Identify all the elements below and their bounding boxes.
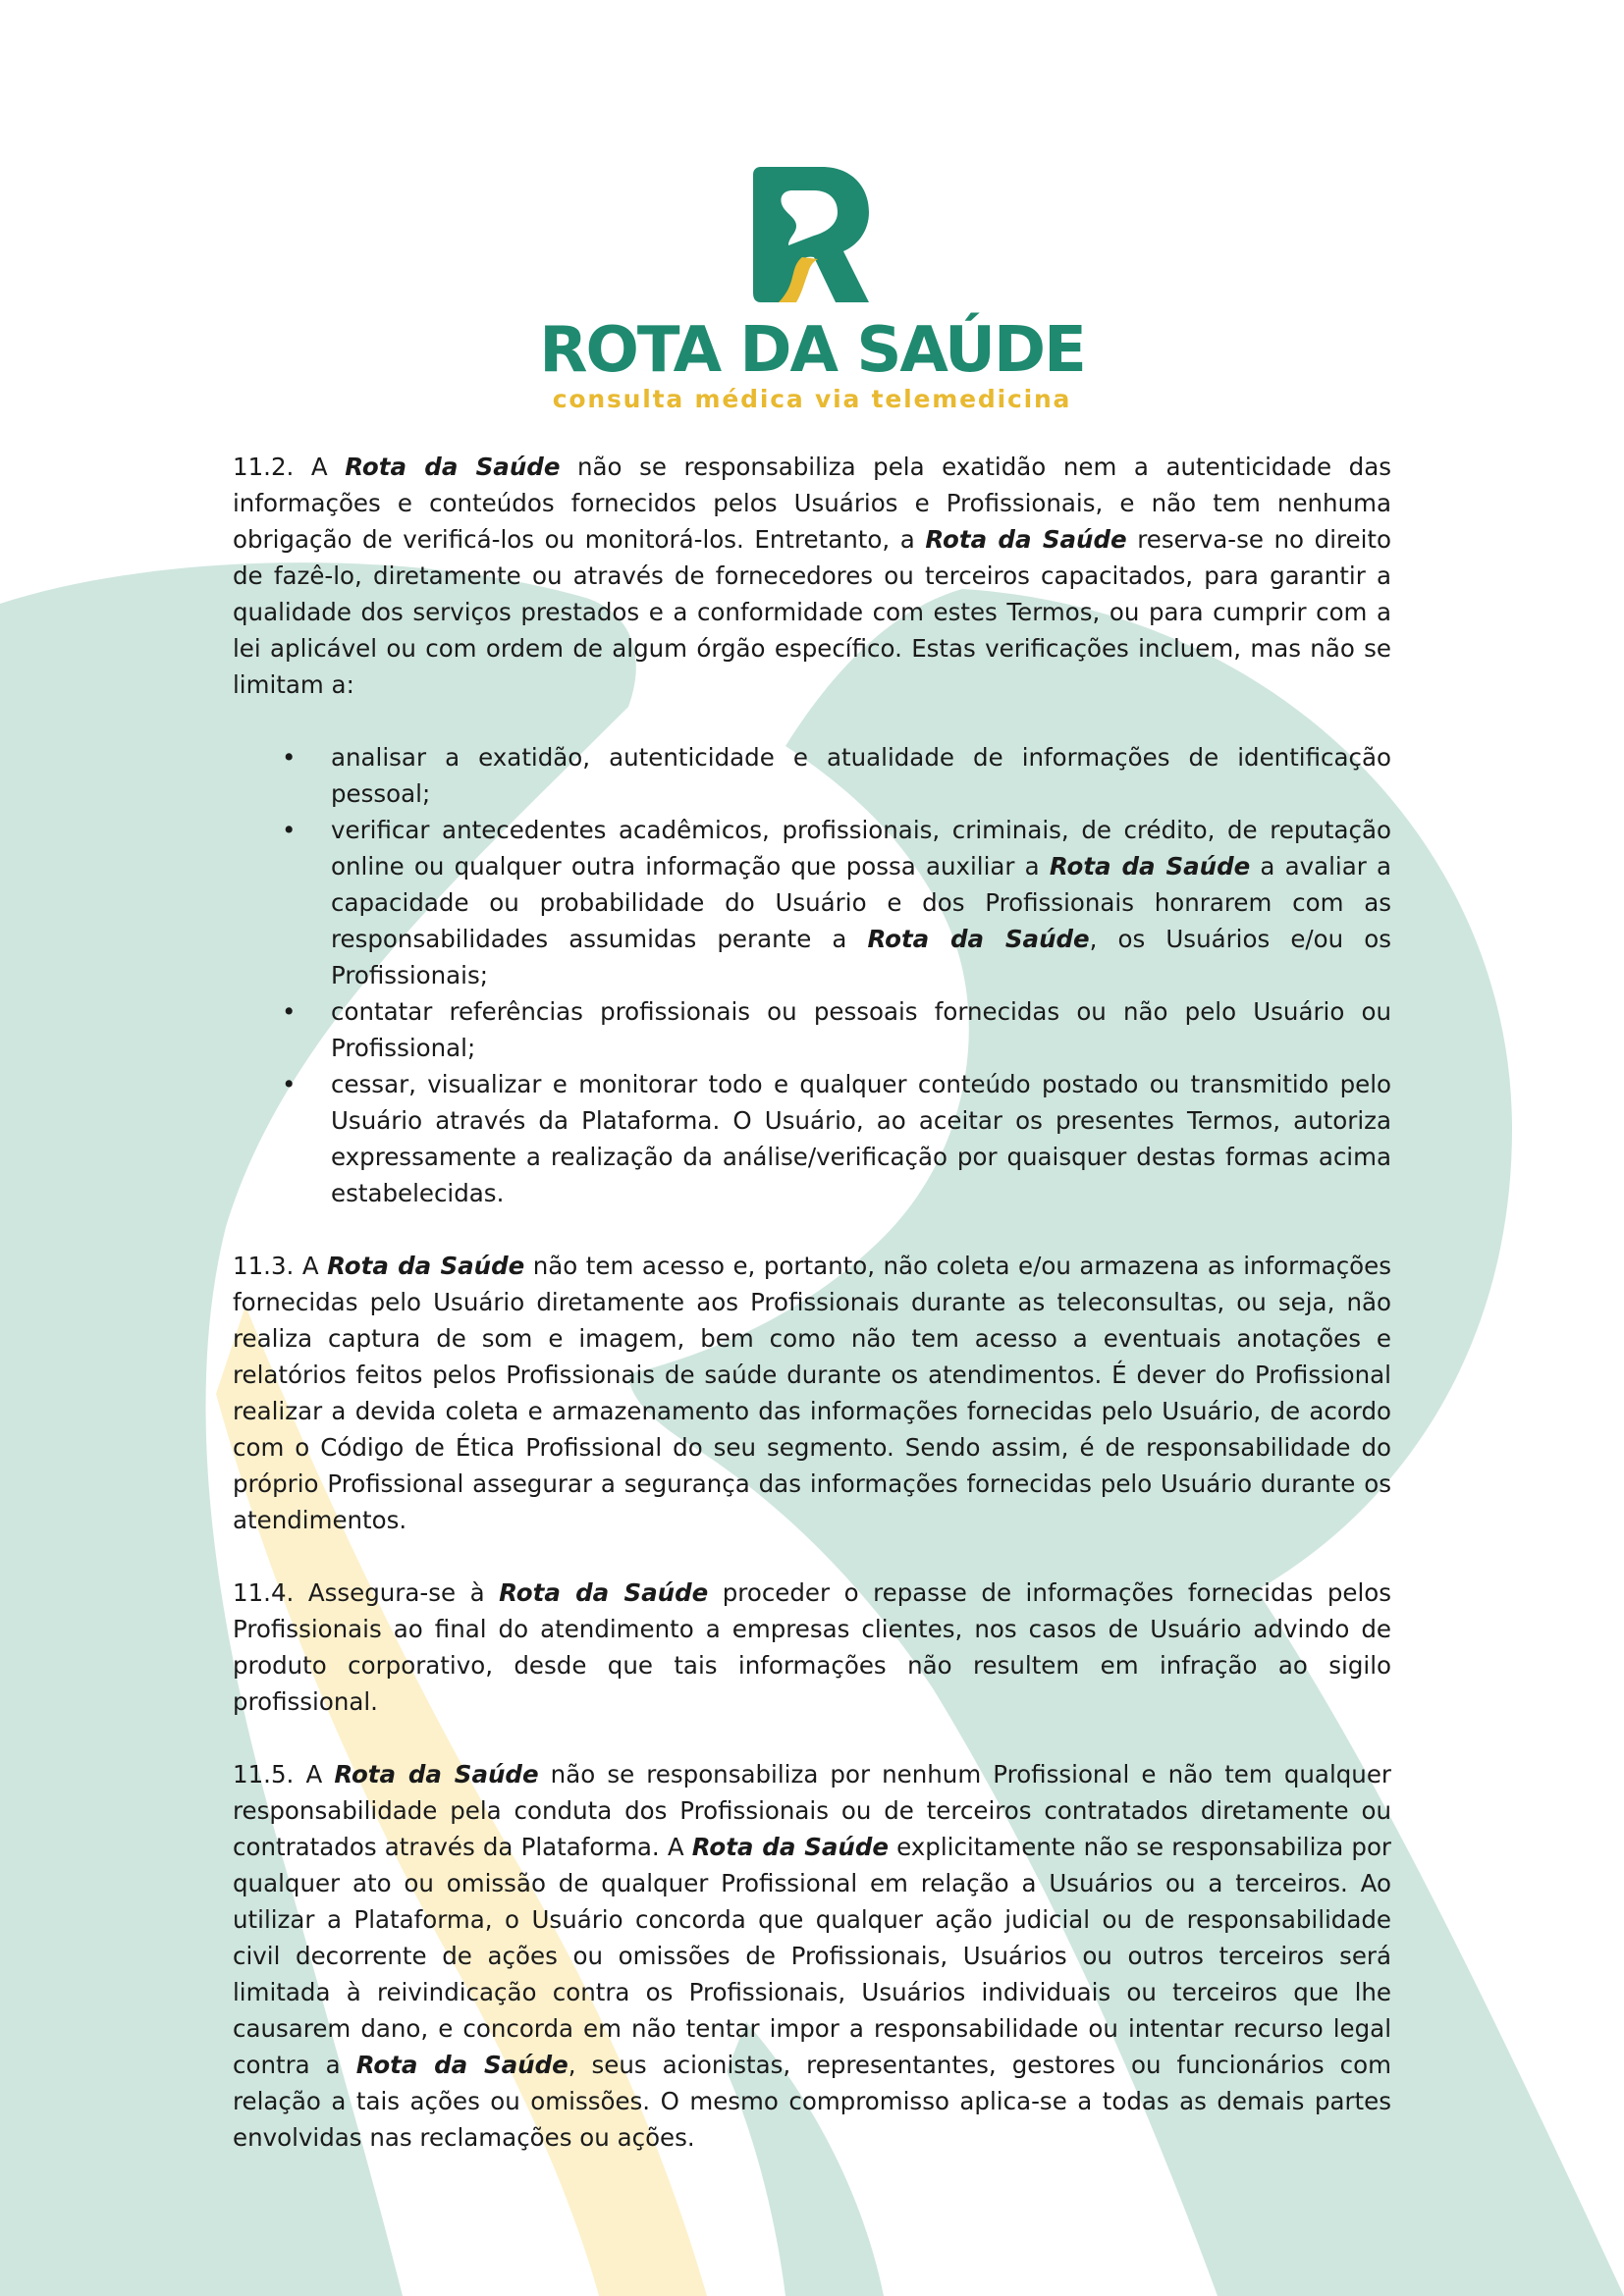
logo-r-road-icon bbox=[753, 167, 871, 302]
text-run: 11.5. A bbox=[233, 1760, 335, 1789]
verification-list bbox=[233, 739, 1391, 1211]
bullet-icon: • bbox=[282, 816, 297, 844]
brand-mention: Rota da Saúde bbox=[1049, 852, 1251, 881]
document-body bbox=[233, 449, 1391, 2192]
list-item bbox=[282, 993, 1391, 1066]
logo-r-shape bbox=[753, 167, 869, 302]
text-run: analisar a exatidão, autenticidade e atualidade de informações de identificação pessoal; bbox=[331, 743, 1391, 808]
bullet-icon: • bbox=[282, 997, 297, 1026]
text-run: reserva-se no direito de fazê-lo, diretamente ou através de fornecedores ou terceiros capacitados, para garantir a qualidade dos serviços prestados e a conformidade com estes Termos, ou para cumprir com a lei aplicável ou com ordem de algum órgão específico. Estas verificações incluem, mas não se limitam a: bbox=[233, 525, 1392, 699]
brand-mention: Rota da Saúde bbox=[345, 453, 561, 481]
list-item bbox=[282, 812, 1391, 993]
brand-name: ROTA DA SAÚDE bbox=[539, 314, 1085, 387]
brand-mention: Rota da Saúde bbox=[355, 2051, 568, 2079]
brand-tagline: consulta médica via telemedicina bbox=[552, 385, 1072, 413]
text-run: , os Usuários e/ou os Profissionais; bbox=[331, 925, 1391, 989]
text-run: 11.4. Assegura-se à bbox=[233, 1578, 500, 1607]
text-run: explicitamente não se responsabiliza por qualquer ato ou omissão de qualquer Profissional em relação a Usuários ou a terceiros. Ao utilizar a Plataforma, o Usuário concorda que qualquer ação judicial ou de responsabilidade civil decorrente de ações ou omissões de Profissionais, Usuários ou outros terceiros será limitada à reivindicação contra os Profissionais, Usuários individuais ou terceiros que lhe causarem dano, e concorda em não tentar impor a responsabilidade ou intentar recurso legal contra a bbox=[233, 1833, 1392, 2079]
text-run: verificar antecedentes acadêmicos, profissionais, criminais, de crédito, de reputação online ou qualquer outra informação que possa auxiliar a bbox=[331, 816, 1391, 881]
brand-mention: Rota da Saúde bbox=[327, 1252, 525, 1280]
paragraph-11-3 bbox=[233, 1248, 1391, 1538]
text-run: 11.2. A bbox=[233, 453, 346, 481]
list-item bbox=[282, 1066, 1391, 1211]
list-item bbox=[282, 739, 1391, 812]
text-run: contatar referências profissionais ou pessoais fornecidas ou não pelo Usuário ou Profissional; bbox=[331, 997, 1391, 1062]
logo-road-dashes bbox=[792, 206, 802, 220]
paragraph-11-4 bbox=[233, 1575, 1391, 1720]
text-run: cessar, visualizar e monitorar todo e qualquer conteúdo postado ou transmitido pelo Usuário através da Plataforma. O Usuário, ao aceitar os presentes Termos, autoriza expressamente a realização da análise/verificação por quaisquer destas formas acima estabelecidas. bbox=[331, 1070, 1391, 1207]
text-run: a avaliar a capacidade ou probabilidade do Usuário e dos Profissionais honrarem com as responsabilidades assumidas perante a bbox=[331, 852, 1391, 953]
text-run: 11.3. A bbox=[233, 1252, 328, 1280]
brand-mention: Rota da Saúde bbox=[499, 1578, 709, 1607]
brand-mention: Rota da Saúde bbox=[334, 1760, 539, 1789]
text-run: não se responsabiliza pela exatidão nem a autenticidade das informações e conteúdos fornecidos pelos Usuários e Profissionais, e não tem nenhuma obrigação de verificá-los ou monitorá-los. Entretanto, a bbox=[233, 453, 1391, 554]
text-run: não se responsabiliza por nenhum Profissional e não tem qualquer responsabilidade pela conduta dos Profissionais ou de terceiros contratados diretamente ou contratados através da Plataforma. A bbox=[233, 1760, 1391, 1861]
text-run: , seus acionistas, representantes, gestores ou funcionários com relação a tais ações ou omissões. O mesmo compromisso aplica-se a todas as demais partes envolvidas nas reclamações ou ações. bbox=[233, 2051, 1391, 2152]
paragraph-11-2 bbox=[233, 449, 1391, 703]
brand-mention: Rota da Saúde bbox=[691, 1833, 890, 1861]
bullet-icon: • bbox=[282, 1070, 297, 1098]
brand-logo bbox=[0, 167, 1624, 414]
brand-mention: Rota da Saúde bbox=[925, 525, 1127, 554]
paragraph-11-5 bbox=[233, 1756, 1391, 2156]
bullet-icon: • bbox=[282, 743, 297, 772]
text-run: não tem acesso e, portanto, não coleta e/ou armazena as informações fornecidas pelo Usuário diretamente aos Profissionais durante as teleconsultas, ou seja, não realiza captura de som e imagem, bem como não tem acesso a eventuais anotações e relatórios feitos pelos Profissionais de saúde durante os atendimentos. É dever do Profissional realizar a devida coleta e armazenamento das informações fornecidas pelo Usuário, de acordo com o Código de Ética Profissional do seu segmento. Sendo assim, é de responsabilidade do próprio Profissional assegurar a segurança das informações fornecidas pelo Usuário durante os atendimentos. bbox=[233, 1252, 1391, 1534]
brand-mention: Rota da Saúde bbox=[867, 925, 1090, 953]
text-run: proceder o repasse de informações fornecidas pelos Profissionais ao final do atendimento a empresas clientes, nos casos de Usuário advindo de produto corporativo, desde que tais informações não resultem em infração ao sigilo profissional. bbox=[233, 1578, 1391, 1716]
